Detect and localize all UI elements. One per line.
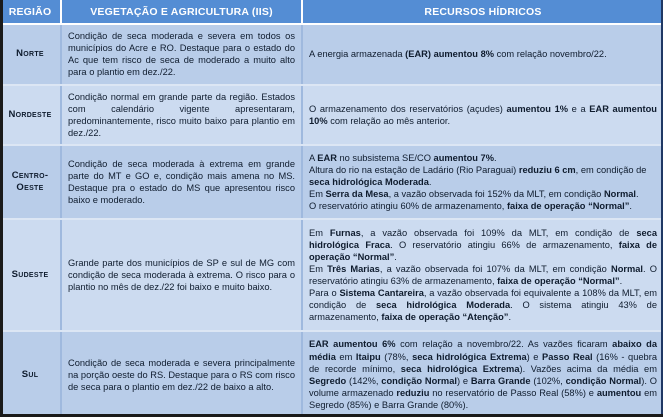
region-label-norte: Norte — [0, 24, 61, 85]
water-text-nordeste — [302, 85, 663, 146]
water-line: Em Três Marias, a vazão observada foi 107% da MLT, em condição Normal. O reservatório atingiu 63% de armazenamento, faixa de operação “Normal”. — [309, 264, 657, 287]
water-text-norte — [302, 24, 663, 85]
table-row — [0, 145, 663, 219]
water-line: Em Serra da Mesa, a vazão observada foi 152% da MLT, em condição Normal. — [309, 189, 639, 200]
header-row — [0, 0, 663, 24]
water-line: O armazenamento dos reservatórios (açudes) aumentou 1% e a EAR aumentou 10% com relação ao mês anterior. — [309, 103, 657, 126]
vegetation-text-centro-oeste — [61, 145, 302, 219]
vegetation-text-sudeste — [61, 219, 302, 332]
table-row — [0, 24, 663, 85]
frame-border-left — [0, 0, 3, 417]
table-row — [0, 85, 663, 146]
vegetation-paragraph: Condição de seca moderada à extrema em grande parte do MT e GO e, condição mais amena no MS. Destaque pra o estado do MS que apresentou risco baixo e moderado. — [68, 158, 295, 206]
vegetation-paragraph: Condição de seca moderada e severa em todos os municípios do Acre e RO. Destaque para o estado do Ac que tem risco de seca de moderado a muito alto para o plantio em dez./22. — [68, 31, 295, 78]
water-line: EAR aumentou 6% com relação a novembro/22. As vazões ficaram abaixo da média em Itaipu (78%, seca hidrológica Extrema) e Passo Real (16% - quebra de recorde mínimo, seca hidrológica Extrema). Vazões acima da média em Segredo (142%, condição Normal) e Barra Grande (102%, condição Normal). O volume armazenado reduziu no reservatório de Passo Real (58%) e aumentou em Segredo (85%) e Barra Grande (80%). — [309, 339, 658, 410]
water-line: Altura do rio na estação de Ladário (Rio Paraguai) reduziu 6 cm, em condição de seca hidrológica Moderada. — [309, 164, 647, 187]
table-body — [0, 24, 663, 417]
vegetation-paragraph: Grande parte dos municípios de SP e sul de MG com condição de seca moderada à extrema. O risco para o plantio no mês de dez./22 foi baixo e muito baixo. — [68, 258, 295, 293]
vegetation-text-norte — [61, 24, 302, 85]
region-label-nordeste: Nordeste — [0, 85, 61, 146]
vegetation-paragraph: Condição de seca moderada e severa principalmente na porção oeste do RS. Destaque para o RS com risco de seca para o plantio em dez./22 de baixo a alto. — [68, 357, 295, 392]
column-header-vegetation: VEGETAÇÃO E AGRICULTURA (IIS) — [61, 0, 302, 24]
vegetation-text-sul — [61, 331, 302, 417]
region-label-sudeste: Sudeste — [0, 219, 61, 332]
vegetation-text-nordeste — [61, 85, 302, 146]
region-label-centro-oeste: Centro-Oeste — [0, 145, 61, 219]
water-line: O reservatório atingiu 60% de armazenamento, faixa de operação “Normal”. — [309, 201, 632, 212]
water-line: A energia armazenada (EAR) aumentou 8% com relação novembro/22. — [309, 49, 607, 60]
column-header-region: REGIÃO — [0, 0, 61, 24]
water-line: Para o Sistema Cantareira, a vazão observada foi equivalente a 108% da MLT, em condição de seca hidrológica Moderada. O sistema atingiu 43% de armazenamento, faixa de operação “Atenção”. — [309, 288, 658, 323]
water-text-sudeste — [302, 219, 663, 332]
water-line: A EAR no subsistema SE/CO aumentou 7%. — [309, 152, 497, 163]
vegetation-paragraph: Condição normal em grande parte da região. Estados com calendário vigente apresentaram, predominantemente, risco muito baixo para plantio em dez./22. — [68, 91, 295, 138]
table-header — [0, 0, 663, 24]
table-row — [0, 331, 663, 417]
water-text-centro-oeste — [302, 145, 663, 219]
region-label-sul: Sul — [0, 331, 61, 417]
table-row — [0, 219, 663, 332]
column-header-water: RECURSOS HÍDRICOS — [302, 0, 663, 24]
water-text-sul — [302, 331, 663, 417]
water-line: Em Furnas, a vazão observada foi 109% da MLT, em condição de seca hidrológica Fraca. O reservatório atingiu 66% de armazenamento, faixa de operação “Normal”. — [309, 227, 657, 262]
